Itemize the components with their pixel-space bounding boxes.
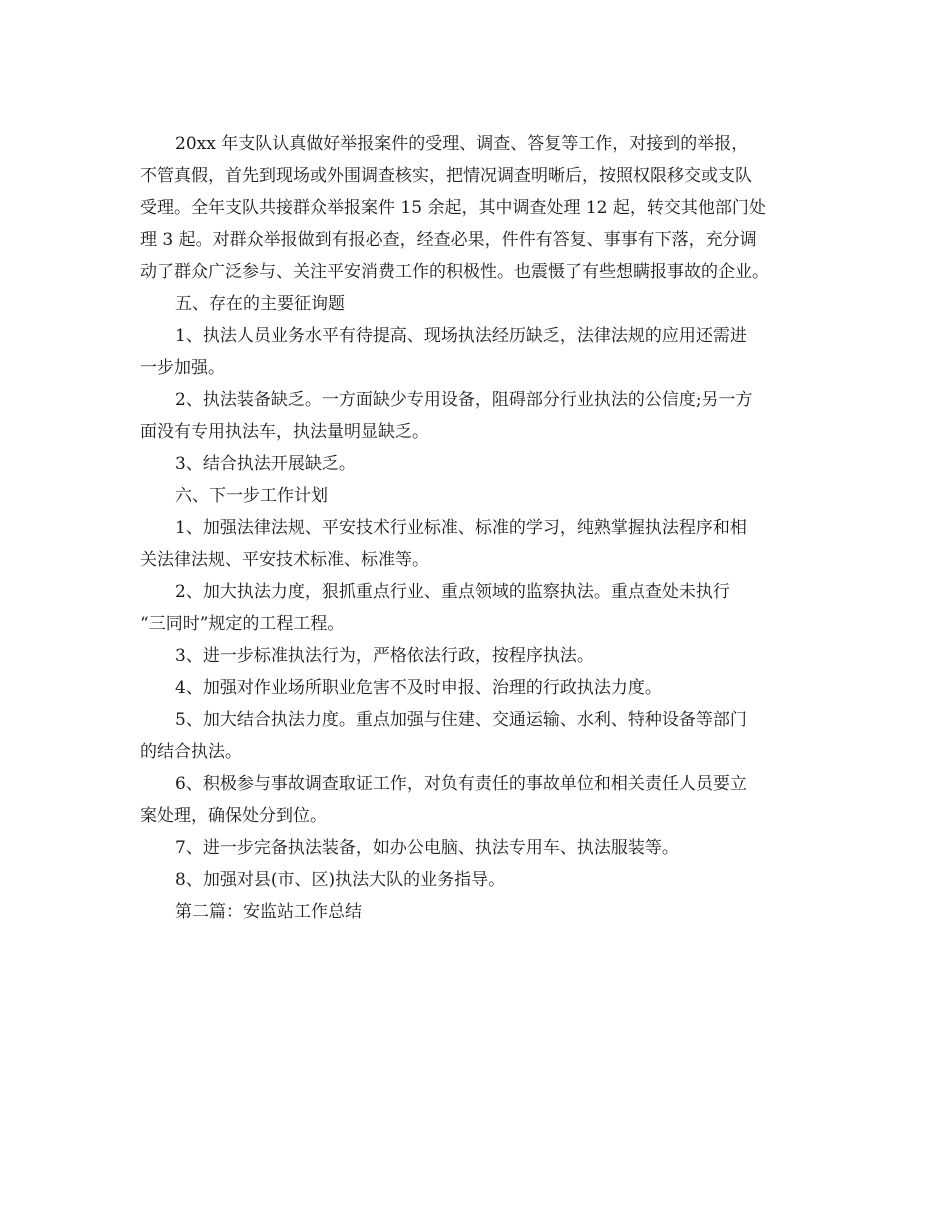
list-item-line: 面没有专用执法车，执法量明显缺乏。 xyxy=(140,422,429,442)
list-item-line: 1、加强法律法规、平安技术行业标准、标准的学习，纯熟掌握执法程序和相 xyxy=(175,518,747,538)
list-item-line: 5、加大结合执法力度。重点加强与住建、交通运输、水利、特种设备等部门 xyxy=(175,710,747,730)
paragraph-line: 20xx 年支队认真做好举报案件的受理、调查、答复等工作，对接到的举报， xyxy=(175,134,749,154)
list-item-line: 的结合执法。 xyxy=(140,742,242,762)
list-item-line: 一步加强。 xyxy=(140,358,225,378)
list-item-line: 案处理，确保处分到位。 xyxy=(140,806,327,826)
list-item-line: 2、执法装备缺乏。一方面缺少专用设备，阻碍部分行业执法的公信度;另一方 xyxy=(175,390,753,410)
list-item-line: “三同时”规定的工程工程。 xyxy=(140,614,345,634)
section-heading: 六、下一步工作计划 xyxy=(175,486,328,506)
list-item-line: 7、进一步完备执法装备，如办公电脑、执法专用车、执法服装等。 xyxy=(175,838,679,858)
list-item-line: 4、加强对作业场所职业危害不及时申报、治理的行政执法力度。 xyxy=(175,678,662,698)
paragraph-line: 理 3 起。对群众举报做到有报必查，经查必果，件件有答复、事事有下落，充分调 xyxy=(140,230,757,250)
section-heading: 五、存在的主要征询题 xyxy=(175,294,345,314)
list-item-line: 6、积极参与事故调查取证工作，对负有责任的事故单位和相关责任人员要立 xyxy=(175,774,747,794)
paragraph-line: 受理。全年支队共接群众举报案件 15 余起，其中调查处理 12 起，转交其他部门处 xyxy=(140,198,766,218)
list-item-line: 8、加强对县(市、区)执法大队的业务指导。 xyxy=(175,870,506,890)
list-item-line: 2、加大执法力度，狠抓重点行业、重点领域的监察执法。重点查处未执行 xyxy=(175,582,730,602)
list-item-line: 3、结合执法开展缺乏。 xyxy=(175,454,356,474)
paragraph-line: 不管真假，首先到现场或外围调查核实，把情况调查明晰后，按照权限移交或支队 xyxy=(140,166,752,186)
list-item-line: 关法律法规、平安技术标准、标准等。 xyxy=(140,550,429,570)
next-section-title: 第二篇：安监站工作总结 xyxy=(175,902,362,922)
list-item-line: 1、执法人员业务水平有待提高、现场执法经历缺乏，法律法规的应用还需进 xyxy=(175,326,747,346)
list-item-line: 3、进一步标准执法行为，严格依法行政，按程序执法。 xyxy=(175,646,594,666)
paragraph-line: 动了群众广泛参与、关注平安消费工作的积极性。也震慑了有些想瞒报事故的企业。 xyxy=(140,262,769,282)
